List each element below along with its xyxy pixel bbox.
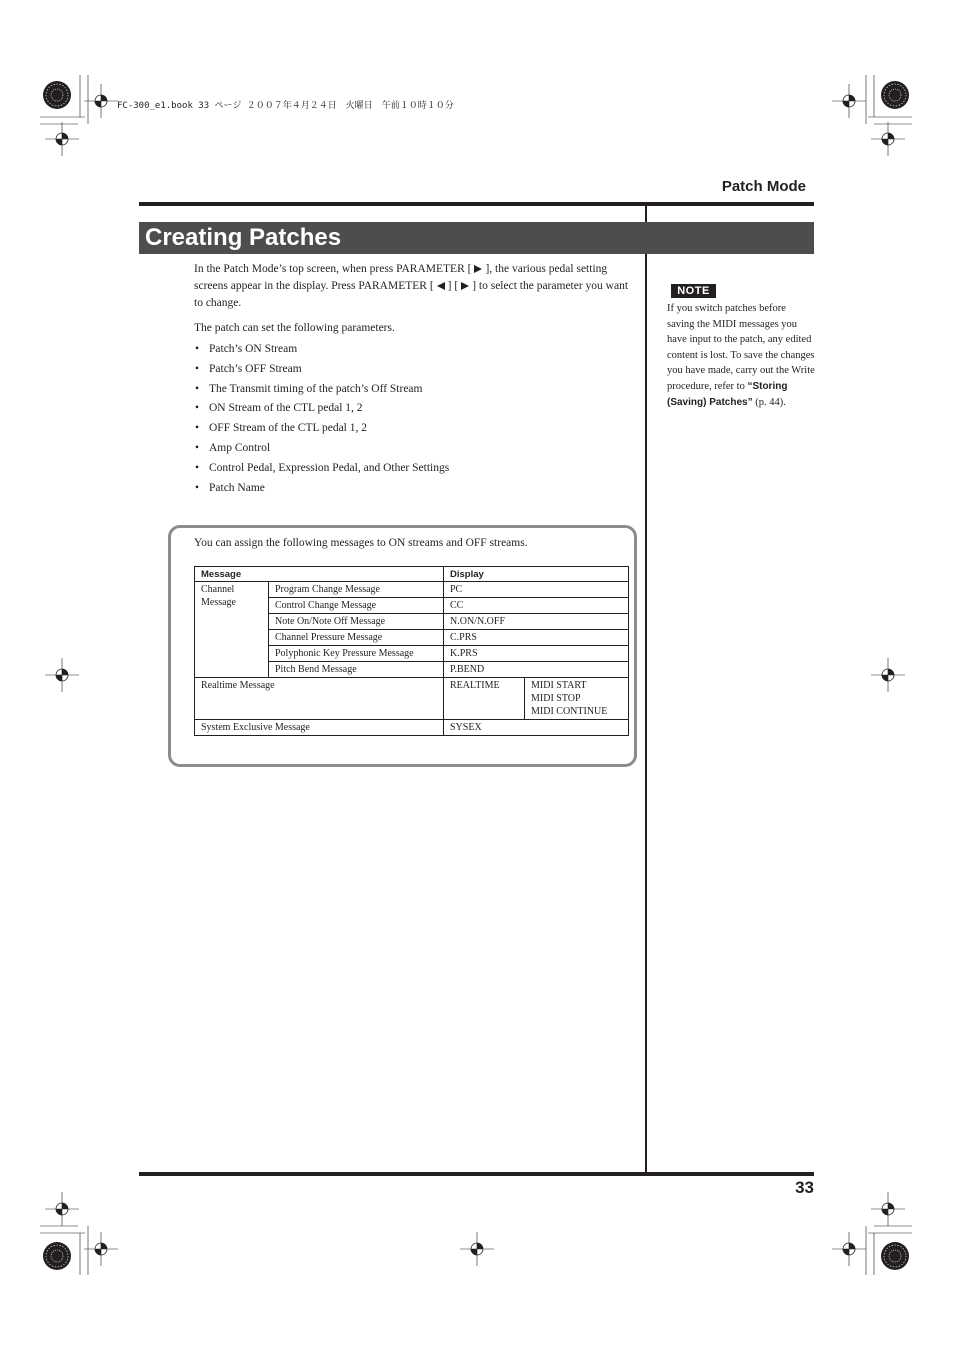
realtime-option: MIDI START [531, 680, 587, 691]
info-box-text: You can assign the following messages to ON streams and OFF streams. [194, 537, 528, 549]
table-cell: Program Change Message [269, 582, 444, 598]
title-bar [139, 222, 814, 254]
page-number: 33 [795, 1178, 814, 1197]
table-cell: Realtime Message [195, 678, 444, 720]
parameter-list [194, 340, 634, 498]
intro-text-2: ], the various pedal setting screens appear in the display. Press PARAMETER [ [194, 263, 608, 292]
realtime-option: MIDI CONTINUE [531, 706, 608, 717]
table-cell: SYSEX [444, 720, 629, 736]
table-cell: Control Change Message [269, 598, 444, 614]
note-reference: “Storing (Saving) Patches” [667, 380, 788, 408]
list-item: • Patch’s OFF Stream [194, 360, 634, 380]
table-cell: System Exclusive Message [195, 720, 444, 736]
list-item: • Control Pedal, Expression Pedal, and Other Settings [194, 459, 634, 479]
table-row [195, 720, 629, 736]
list-item: • Patch Name [194, 479, 634, 499]
list-item: • Amp Control [194, 439, 634, 459]
table-cell: C.PRS [444, 630, 629, 646]
realtime-option: MIDI STOP [531, 693, 581, 704]
table-cell: Channel Pressure Message [269, 630, 444, 646]
list-item: • OFF Stream of the CTL pedal 1, 2 [194, 419, 634, 439]
table-cell: P.BEND [444, 662, 629, 678]
table-header-row [195, 567, 629, 582]
list-item: • The Transmit timing of the patch’s Off Stream [194, 380, 634, 400]
top-rule [139, 202, 814, 206]
table-cell: CC [444, 598, 629, 614]
column-divider [645, 206, 647, 1172]
list-item: • Patch’s ON Stream [194, 340, 634, 360]
note-body: If you switch patches before saving the MIDI messages you have input to the patch, any edited content is lost. To save the changes you have made, carry out the Write procedure, refer to [667, 303, 815, 392]
list-item: • ON Stream of the CTL pedal 1, 2 [194, 399, 634, 419]
table-cell: REALTIME [444, 678, 525, 720]
note-page-ref: (p. 44). [752, 396, 786, 408]
realtime-options [525, 678, 629, 720]
table-cell: Pitch Bend Message [269, 662, 444, 678]
table-cell: K.PRS [444, 646, 629, 662]
message-table [194, 566, 629, 736]
table-cell: N.ON/N.OFF [444, 614, 629, 630]
right-triangle-icon [461, 282, 469, 290]
table-cell: Note On/Note Off Message [269, 614, 444, 630]
table-header-message: Message [195, 567, 444, 582]
table-cell: PC [444, 582, 629, 598]
right-triangle-icon [474, 265, 482, 273]
channel-message-group: Channel Message [195, 582, 269, 678]
parameters-intro: The patch can set the following parameters. [194, 322, 395, 334]
table-row [195, 582, 629, 598]
intro-paragraph [194, 261, 634, 312]
left-triangle-icon [437, 282, 445, 290]
intro-text-3: ] [ [447, 280, 459, 292]
table-cell: Polyphonic Key Pressure Message [269, 646, 444, 662]
print-header: FC-300_e1.book 33 ページ ２００７年４月２４日 火曜日 午前１０時１０分 [117, 101, 454, 111]
note-text [667, 301, 815, 410]
bottom-rule [139, 1172, 814, 1176]
table-header-display: Display [444, 567, 629, 582]
section-label: Patch Mode [721, 178, 806, 195]
note-badge: NOTE [671, 284, 716, 298]
intro-text-4: ] to select the parameter you want to change. [194, 280, 629, 309]
table-row [195, 678, 629, 720]
page-title: Creating Patches [145, 224, 342, 251]
intro-text-1: In the Patch Mode’s top screen, when press PARAMETER [ [194, 263, 472, 275]
